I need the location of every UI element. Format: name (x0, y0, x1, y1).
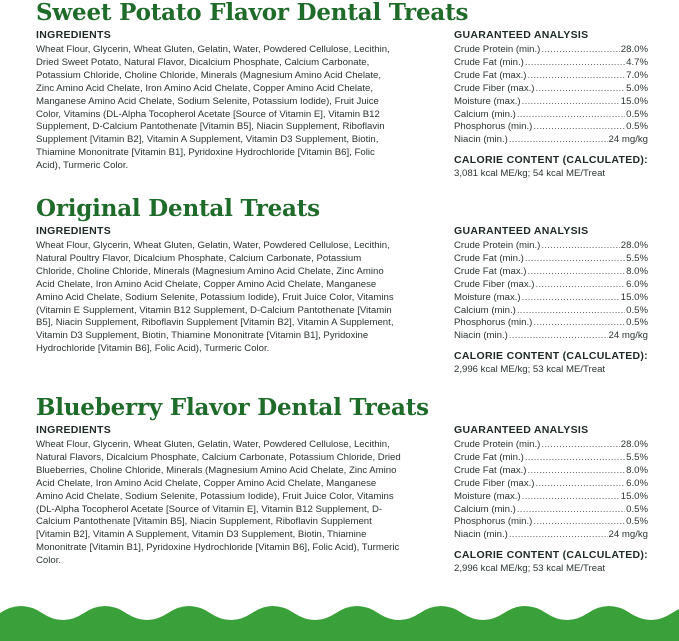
leader-dots (533, 317, 625, 330)
leader-dots (528, 266, 626, 279)
analysis-row (454, 504, 648, 517)
leader-dots (536, 83, 626, 96)
ingredients-block (36, 28, 401, 180)
analysis-row (454, 109, 648, 122)
analysis-row (454, 96, 648, 109)
analysis-value: 15.0% (620, 490, 648, 502)
analysis-heading: GUARANTEED ANALYSIS (454, 424, 589, 436)
leader-dots (541, 240, 619, 253)
analysis-name: Moisture (max.) (454, 95, 521, 107)
analysis-name: Moisture (max.) (454, 490, 521, 502)
analysis-row (454, 292, 648, 305)
ingredients-heading: INGREDIENTS (36, 29, 112, 41)
calorie-value: 3,081 kcal ME/kg; 54 kcal ME/Treat (454, 168, 606, 180)
ingredients-block (36, 224, 401, 376)
analysis-name: Crude Fat (max.) (454, 265, 527, 277)
analysis-name: Moisture (max.) (454, 291, 521, 303)
leader-dots (525, 452, 625, 465)
analysis-name: Crude Fat (max.) (454, 69, 527, 81)
analysis-name: Crude Fat (min.) (454, 252, 524, 264)
leader-dots (533, 121, 625, 134)
leader-dots (533, 516, 625, 529)
analysis-row (454, 516, 648, 529)
analysis-row (454, 240, 648, 253)
analysis-value: 0.5% (626, 503, 648, 515)
leader-dots (541, 44, 619, 57)
analysis-row (454, 439, 648, 452)
analysis-value: 15.0% (620, 291, 648, 303)
leader-dots (517, 109, 625, 122)
analysis-value: 28.0% (620, 240, 648, 251)
analysis-heading: GUARANTEED ANALYSIS (454, 225, 589, 237)
leader-dots (509, 529, 608, 542)
analysis-name: Phosphorus (min.) (454, 516, 533, 528)
leader-dots (528, 465, 626, 478)
analysis-list (454, 439, 648, 542)
analysis-value: 5.0% (626, 82, 648, 94)
analysis-heading: GUARANTEED ANALYSIS (454, 29, 589, 41)
analysis-name: Crude Fiber (max.) (454, 477, 535, 489)
analysis-row (454, 452, 648, 465)
leader-dots (522, 292, 620, 305)
calorie-heading: CALORIE CONTENT (CALCULATED): (454, 549, 648, 562)
calorie-heading: CALORIE CONTENT (CALCULATED): (454, 350, 648, 363)
analysis-name: Crude Fat (min.) (454, 451, 524, 463)
leader-dots (536, 279, 626, 292)
ingredients-text: Wheat Flour, Glycerin, Wheat Gluten, Gelatin, Water, Powdered Cellulose, Lecithin, Dried Sweet Potato, Natural Flavor, Dicalcium Phosphate, Calcium Carbonate, Potassium Chloride, Choline Chloride, Minerals (Magnesium Amino Acid Chelate, Zinc Amino Acid Chelate, Iron Amino Acid Chelate, Copper Amino Acid Chelate, Manganese Amino Acid Chelate, Sodium Selenite, Potassium Iodide), Fruit Juice Color, Vitamins (DL-Alpha Tocopherol Acetate [Source of Vitamin E], Vitamin B12 Supplement, D-Calcium Pantothenate [Vitamin B5], Niacin Supplement, Riboflavin Supplement [Vitamin B2], Vitamin A Supplement, Vitamin D3 Supplement, Biotin, Thiamine Mononitrate [Vitamin B1], Pyridoxine Hydrochloride [Vitamin B6], Folic Acid), Turmeric Color. (36, 44, 390, 172)
analysis-name: Calcium (min.) (454, 304, 516, 316)
analysis-name: Crude Fat (min.) (454, 56, 524, 68)
product-section-sweet-potato (36, 0, 648, 180)
analysis-block (454, 423, 648, 575)
leader-dots (536, 478, 626, 491)
analysis-row (454, 330, 648, 343)
product-columns (36, 224, 648, 376)
ingredients-heading: INGREDIENTS (36, 225, 112, 237)
analysis-row (454, 529, 648, 542)
analysis-name: Calcium (min.) (454, 108, 516, 120)
analysis-row (454, 317, 648, 330)
calorie-value: 2,996 kcal ME/kg; 53 kcal ME/Treat (454, 364, 606, 376)
analysis-name: Crude Protein (min.) (454, 44, 541, 55)
analysis-list (454, 240, 648, 343)
analysis-name: Crude Fat (max.) (454, 464, 527, 476)
analysis-row (454, 83, 648, 96)
ingredients-text: Wheat Flour, Glycerin, Wheat Gluten, Gelatin, Water, Powdered Cellulose, Lecithin, Natural Flavors, Dicalcium Phosphate, Calcium Carbonate, Potassium Chloride, Dried Blueberries, Choline Chloride, Minerals (Magnesium Amino Acid Chelate, Zinc Amino Acid Chelate, Iron Amino Acid Chelate, Copper Amino Acid Chelate, Manganese Amino Acid Chelate, Sodium Selenite, Potassium Iodide), Fruit Juice Color, Vitamins (DL-Alpha Tocopherol Acetate [Source of Vitamin E], Vitamin B12 Supplement, D-Calcium Pantothenate [Vitamin B5], Niacin Supplement, Riboflavin Supplement [Vitamin B2], Vitamin A Supplement, Vitamin D3 Supplement, Biotin, Thiamine Mononitrate [Vitamin B1], Pyridoxine Hydrochloride [Vitamin B6], Folic Acid), Turmeric Color. (36, 439, 401, 567)
analysis-value: 5.5% (626, 252, 648, 264)
product-section-blueberry (36, 395, 648, 575)
analysis-list (454, 44, 648, 147)
calorie-value: 2,996 kcal ME/kg; 53 kcal ME/Treat (454, 563, 606, 575)
ingredients-text: Wheat Flour, Glycerin, Wheat Gluten, Gelatin, Water, Powdered Cellulose, Lecithin, Natural Poultry Flavor, Dicalcium Phosphate, Calcium Carbonate, Potassium Chloride, Choline Chloride, Minerals (Magnesium Amino Acid Chelate, Zinc Amino Acid Chelate, Iron Amino Acid Chelate, Copper Amino Acid Chelate, Manganese Amino Acid Chelate, Sodium Selenite, Potassium Iodide), Fruit Juice Color, Vitamins (Vitamin E Supplement, Vitamin B12 Supplement, D-Calcium Pantothenate [Vitamin B5], Niacin Supplement, Riboflavin Supplement [Vitamin B2], Vitamin A Supplement, Vitamin D3 Supplement, Biotin, Thiamine Mononitrate [Vitamin B1], Pyridoxine Hydrochloride [Vitamin B6], Folic Acid), Turmeric Color. (36, 240, 394, 355)
analysis-value: 8.0% (626, 265, 648, 277)
analysis-name: Crude Fiber (max.) (454, 278, 535, 290)
leader-dots (517, 504, 625, 517)
analysis-row (454, 57, 648, 70)
ingredients-block (36, 423, 401, 575)
analysis-row (454, 305, 648, 318)
analysis-name: Crude Fiber (max.) (454, 82, 535, 94)
analysis-name: Calcium (min.) (454, 503, 516, 515)
leader-dots (525, 57, 625, 70)
leader-dots (525, 253, 625, 266)
leader-dots (517, 305, 625, 318)
analysis-row (454, 121, 648, 134)
analysis-value: 28.0% (620, 44, 648, 55)
leader-dots (528, 70, 626, 83)
analysis-name: Phosphorus (min.) (454, 317, 533, 329)
wave-shape (0, 606, 679, 641)
analysis-block (454, 28, 648, 180)
analysis-row (454, 44, 648, 57)
analysis-value: 6.0% (626, 477, 648, 489)
analysis-value: 28.0% (620, 439, 648, 450)
product-section-original (36, 196, 648, 376)
analysis-value: 0.5% (626, 108, 648, 120)
analysis-name: Crude Protein (min.) (454, 240, 541, 251)
analysis-value: 24 mg/kg (608, 330, 648, 342)
analysis-value: 24 mg/kg (608, 529, 648, 541)
leader-dots (541, 439, 619, 452)
analysis-row (454, 279, 648, 292)
leader-dots (522, 491, 620, 504)
analysis-name: Crude Protein (min.) (454, 439, 541, 450)
analysis-row (454, 253, 648, 266)
analysis-row (454, 266, 648, 279)
product-title: Blueberry Flavor Dental Treats (36, 394, 429, 421)
analysis-value: 8.0% (626, 464, 648, 476)
green-wave-border (0, 595, 679, 641)
analysis-value: 24 mg/kg (608, 134, 648, 146)
calorie-heading: CALORIE CONTENT (CALCULATED): (454, 154, 648, 167)
product-columns (36, 423, 648, 575)
analysis-value: 7.0% (626, 69, 648, 81)
analysis-value: 4.7% (626, 56, 648, 68)
ingredients-heading: INGREDIENTS (36, 424, 112, 436)
leader-dots (509, 134, 608, 147)
analysis-name: Niacin (min.) (454, 134, 508, 146)
analysis-row (454, 70, 648, 83)
analysis-value: 0.5% (626, 121, 648, 133)
analysis-value: 6.0% (626, 278, 648, 290)
analysis-row (454, 134, 648, 147)
leader-dots (509, 330, 608, 343)
analysis-value: 5.5% (626, 451, 648, 463)
analysis-name: Niacin (min.) (454, 330, 508, 342)
analysis-row (454, 465, 648, 478)
product-columns (36, 28, 648, 180)
product-title: Sweet Potato Flavor Dental Treats (36, 0, 469, 26)
analysis-value: 15.0% (620, 95, 648, 107)
analysis-name: Phosphorus (min.) (454, 121, 533, 133)
leader-dots (522, 96, 620, 109)
analysis-name: Niacin (min.) (454, 529, 508, 541)
analysis-row (454, 491, 648, 504)
analysis-row (454, 478, 648, 491)
analysis-block (454, 224, 648, 376)
analysis-value: 0.5% (626, 304, 648, 316)
product-title: Original Dental Treats (36, 195, 320, 222)
analysis-value: 0.5% (626, 317, 648, 329)
analysis-value: 0.5% (626, 516, 648, 528)
